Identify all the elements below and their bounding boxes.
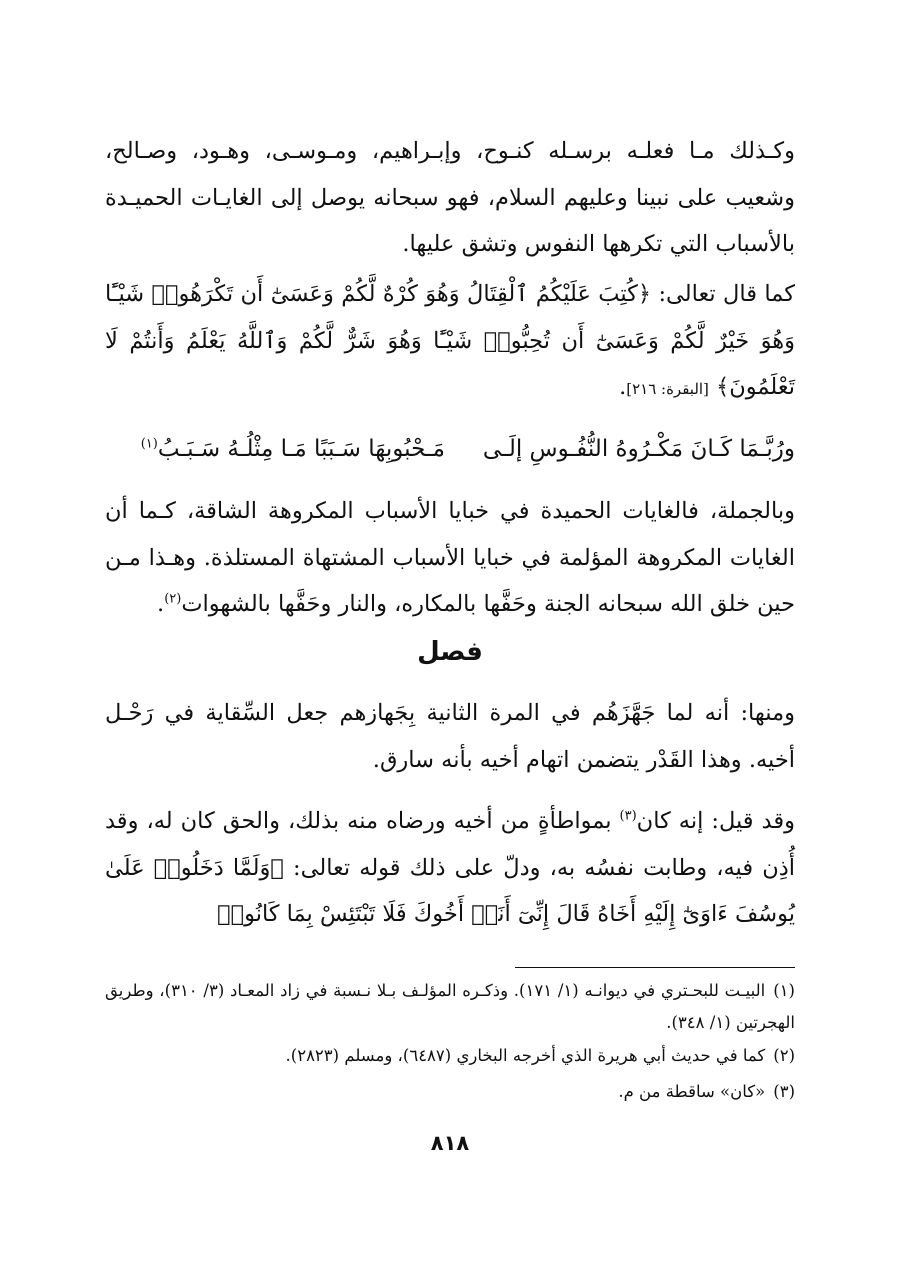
paragraph-prophets	[105, 128, 795, 268]
footnote-2-text: كما في حديث أبي هريرة الذي أخرجه البخاري (٦٤٨٧)، ومسلم (٢٨٢٣).	[285, 1046, 766, 1065]
footnote-marker-1: (١)	[140, 436, 158, 452]
paragraph-collusion	[105, 798, 795, 938]
paragraph-joseph-cup-text: ومنها: أنه لما جَهَّزَهُم في المرة الثانية بِجَهازهم جعل السِّقاية في رَحْـل أخيه. وهذا القَدْر يتضمن اتهام أخيه بأنه سارق.	[105, 700, 795, 773]
footnote-marker-3: (٣)	[619, 808, 637, 824]
paragraph-summary	[105, 488, 795, 628]
quote-close-bracket: ﴾	[716, 374, 730, 400]
footnote-marker-2: (٢)	[164, 591, 182, 607]
poetry-second-hemistich	[141, 426, 445, 472]
footnote-3-text: «كان» ساقطة من م.	[618, 1082, 766, 1101]
section-heading: فصل	[417, 637, 483, 667]
quote-end-dot: .	[619, 374, 627, 400]
footnote-1-number: (١)	[773, 981, 795, 1000]
footnote-divider	[515, 967, 795, 968]
poetry-second-hemistich-text: مَـحْبُوبِهَا سَـبَبًا مَـا مِثْلُـهُ سَـبَـبُ	[157, 436, 445, 462]
poetry-verse	[105, 426, 795, 472]
quran-verse-yusuf: وَلَمَّا دَخَلُوا۟ عَلَىٰ يُوسُفَ ءَاوَىٰٓ إِلَيْهِ أَخَاهُ قَالَ إِنِّىٓ أَنَا۠ أَخُوكَ فَلَا تَبْتَئِسْ بِمَا كَانُوا۟	[105, 854, 795, 927]
footnote-3-number: (٣)	[773, 1082, 795, 1101]
verse-reference: [البقرة: ٢١٦]	[626, 380, 709, 398]
paragraph-collusion-text: بمواطأةٍ من أخيه ورضاه منه بذلك، والحق كان له، وقد أُذِن فيه، وطابت نفسُه به، ودلّ على ذلك قوله تعالى: ﴿	[105, 808, 795, 881]
paragraph-summary-end: .	[157, 591, 165, 617]
paragraph-collusion-start: وقد قيل: إنه كان	[636, 808, 795, 834]
footnote-3	[105, 1076, 795, 1108]
paragraph-quran-quote	[105, 271, 795, 413]
paragraph-joseph-cup	[105, 690, 795, 783]
footnote-1-text: البيـت للبحـتري في ديوانـه (١/ ١٧١). وذكـره المؤلـف بـلا نـسبة في زاد المعـاد (٣/ ٣١٠)، وطريق الهجرتين (١/ ٣٤٨).	[105, 981, 795, 1032]
poetry-first-hemistich: ورُبَّـمَا كَـانَ مَكْـرُوهُ النُّفُـوسِ إلَـى	[482, 436, 795, 462]
paragraph-summary-text: وبالجملة، فالغايات الحميدة في خبايا الأسباب المكروهة الشاقة، كـما أن الغايات المكروهة المؤلمة في خبايا الأسباب المشتهاة المستلذة. وهـذا مـن حين خلق الله سبحانه الجنة وحَفَّها بالمكاره، والنار وحَفَّها بالشهوات	[105, 498, 795, 617]
footnote-2-number: (٢)	[773, 1046, 795, 1065]
quote-lead: كما قال تعالى: ﴿	[637, 281, 795, 307]
footnote-2	[105, 1040, 795, 1072]
footnote-1	[105, 975, 795, 1039]
paragraph-prophets-text: وكـذلك مـا فعلـه برسـله كنـوح، وإبـراهيم، ومـوسـى، وهـود، وصـالح، وشعيب على نبينا وعليهم السلام، فهو سبحانه يوصل إلى الغايـات الحميـدة بالأسباب التي تكرهها النفوس وتشق عليها.	[105, 138, 795, 257]
quran-verse-baqara: كُتِبَ عَلَيْكُمُ ٱلْقِتَالُ وَهُوَ كُرْهٌ لَّكُمْ وَعَسَىٰٓ أَن تَكْرَهُوا۟ شَيْـًٔا وَهُوَ خَيْرٌ لَّكُمْ وَعَسَىٰٓ أَن تُحِبُّوا۟ شَيْـًٔا وَهُوَ شَرٌّ لَّكُمْ وَٱللَّهُ يَعْلَمُ وَأَنتُمْ لَا تَعْلَمُونَ	[105, 281, 795, 400]
page-number: ٨١٨	[430, 1131, 470, 1155]
